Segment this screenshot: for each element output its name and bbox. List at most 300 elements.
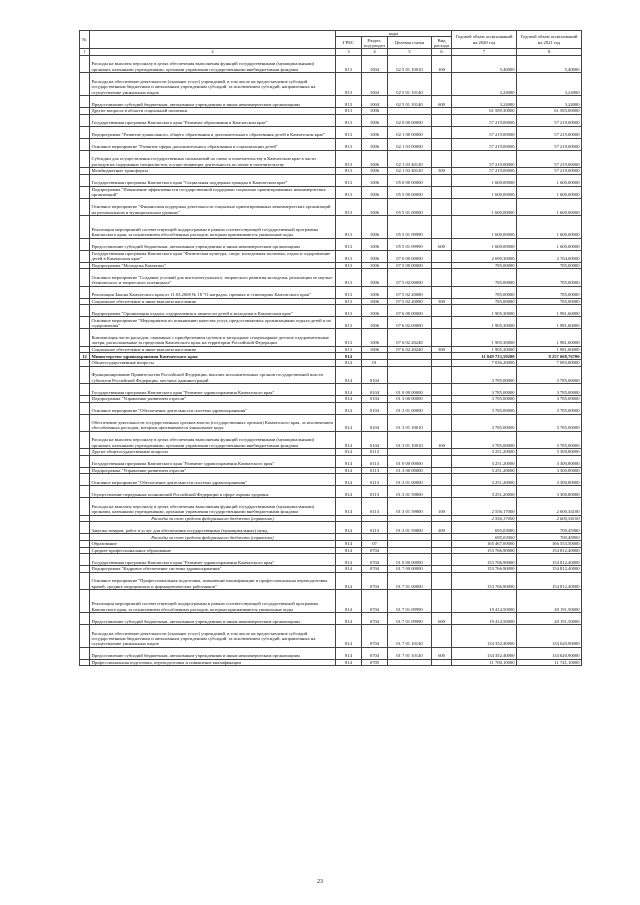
razdel-cell: 1006 (362, 238, 388, 250)
razdel-cell: 0104 (362, 366, 388, 383)
grbs-cell: 813 (336, 305, 362, 317)
row-number-cell (80, 317, 90, 329)
razdel-cell (362, 353, 388, 360)
amount-2021-cell: 3,24000 (517, 73, 582, 96)
razdel-cell: 1006 (362, 198, 388, 215)
razdel-cell: 1006 (362, 186, 388, 198)
razdel-cell: 1004 (362, 73, 388, 96)
row-number-cell (80, 414, 90, 431)
row-name-cell: Расходы за счет средств федерального бюджета (справочно) (90, 534, 336, 541)
amount-2020-cell: 153 766,90000 (452, 547, 517, 554)
row-number-cell (80, 126, 90, 138)
target-article-cell (388, 541, 432, 548)
row-number-cell (80, 449, 90, 456)
amount-2020-cell: 153 766,90000 (452, 554, 517, 566)
target-article-cell: 02 0 00 00000 (388, 114, 432, 126)
expense-type-cell (432, 198, 452, 215)
amount-2020-cell: 1 905,30000 (452, 329, 517, 346)
target-article-cell: 01 3 01 10010 (388, 414, 432, 431)
expense-type-cell: 300 (432, 298, 452, 305)
amount-2020-cell: 785,00000 (452, 262, 517, 269)
expense-type-cell (432, 186, 452, 198)
expense-type-cell (432, 269, 452, 286)
amount-2020-cell: 1 600,00000 (452, 215, 517, 238)
grbs-cell: 813 (336, 96, 362, 108)
amount-2020-cell: 61 589,30000 (452, 108, 517, 115)
amount-2020-cell: 11 700,10000 (452, 659, 517, 666)
amount-2021-cell: 3 785,00000 (517, 414, 582, 431)
expense-type-cell (432, 554, 452, 566)
row-number-cell (80, 269, 90, 286)
row-number-cell (80, 96, 90, 108)
amount-2020-cell: 3 251,20000 (452, 474, 517, 486)
target-article-cell: 07 6 02 20240 (388, 329, 432, 346)
grbs-cell: 813 (336, 286, 362, 298)
target-article-cell: 05 5 00 00000 (388, 186, 432, 198)
row-number-cell (80, 498, 90, 515)
row-number-cell (80, 108, 90, 115)
col-razdel-header: Раздел, под-раздел (362, 37, 388, 49)
grbs-cell: 814 (336, 625, 362, 648)
amount-2021-cell: 3 300,80000 (517, 455, 582, 467)
amount-2020-cell: 57 219,00000 (452, 150, 517, 167)
amount-2021-cell: 154 812,40000 (517, 566, 582, 573)
table-body (80, 55, 582, 666)
target-article-cell: 01 7 01 09990 (388, 590, 432, 613)
amount-2021-cell: 57 219,00000 (517, 126, 582, 138)
table-row (80, 541, 582, 548)
row-name-cell: Подпрограмма "Организация отдыха, оздоровления и занятости детей и молодежи в Камчатском крае" (90, 305, 336, 317)
row-number-cell (80, 366, 90, 383)
row-number-cell (80, 73, 90, 96)
grbs-cell: 813 (336, 215, 362, 238)
budget-table (79, 30, 582, 666)
row-number-cell (80, 566, 90, 573)
row-number-cell (80, 305, 90, 317)
target-article-cell: 07 5 02 20080 (388, 298, 432, 305)
amount-2020-cell: 134 352,40000 (452, 647, 517, 659)
row-number-cell (80, 431, 90, 448)
target-article-cell: 01 7 01 09990 (388, 613, 432, 625)
amount-2021-cell: 785,00000 (517, 269, 582, 286)
table-row (80, 467, 582, 474)
table-row (80, 73, 582, 96)
row-number-cell (80, 541, 90, 548)
grbs-cell: 814 (336, 474, 362, 486)
target-article-cell: 07 5 02 00000 (388, 269, 432, 286)
row-name-cell: Межбюджетные трансферты (90, 167, 336, 174)
row-number-cell (80, 572, 90, 589)
amount-2021-cell: 57 219,00000 (517, 167, 582, 174)
table-row (80, 269, 582, 286)
col-no-header: № (80, 31, 90, 49)
expense-type-cell (432, 174, 452, 186)
table-row (80, 534, 582, 541)
amount-2021-cell: 3 300,80000 (517, 486, 582, 498)
razdel-cell: 1006 (362, 114, 388, 126)
grbs-cell (336, 515, 362, 522)
target-article-cell: 02 1 03 40120 (388, 150, 432, 167)
target-article-cell (388, 547, 432, 554)
grbs-cell: 814 (336, 353, 362, 360)
expense-type-cell: 100 (432, 431, 452, 448)
row-name-cell: Расходы на обеспечение деятельности (оказание услуг) учреждений, в том числе на предоставление субсидий государственным бюджетным и автономным учреждениям субсидий, за исключением субсидий, направленных на осуществление уникальных видов (90, 73, 336, 96)
amount-2021-cell: 2 600,34100 (517, 498, 582, 515)
table-row (80, 395, 582, 402)
amount-2021-cell: 3 300,80000 (517, 474, 582, 486)
table-row (80, 108, 582, 115)
row-number-cell (80, 486, 90, 498)
razdel-cell: 0113 (362, 467, 388, 474)
row-name-cell: Основное мероприятие "Профессиональная подготовка, повышение квалификации и профессиональная переподготовка врачей, средних медицинских и фармацевтических работников" (90, 572, 336, 589)
row-name-cell: Функционирование Правительства Российской Федерации, высших исполнительных органов государственной власти субъектов Российской Федерации, местных администраций (90, 366, 336, 383)
table-row (80, 114, 582, 126)
table-row (80, 414, 582, 431)
row-name-cell: Социальное обеспечение и иные выплаты населению (90, 346, 336, 353)
razdel-cell: 1006 (362, 286, 388, 298)
table-row (80, 286, 582, 298)
table-row (80, 138, 582, 150)
row-number-cell (80, 647, 90, 659)
expense-type-cell (432, 534, 452, 541)
row-name-cell: Подпрограмма "Управление развитием отрасли" (90, 467, 336, 474)
row-name-cell: Основное мероприятие "Финансовая поддержка деятельности социально ориентированных некоммерческих организаций на региональном и муниципальном уровнях" (90, 198, 336, 215)
expense-type-cell: 100 (432, 55, 452, 72)
amount-2021-cell: 700,45900 (517, 522, 582, 534)
row-name-cell: Государственная программа Камчатского края "Развитие здравоохранения Камчатского края" (90, 383, 336, 395)
row-number-cell (80, 167, 90, 174)
grbs-cell: 813 (336, 73, 362, 96)
row-number-cell (80, 138, 90, 150)
row-number-cell (80, 383, 90, 395)
amount-2020-cell: 785,00000 (452, 286, 517, 298)
razdel-cell: 01 (362, 359, 388, 366)
table-row (80, 515, 582, 522)
expense-type-cell (432, 262, 452, 269)
row-number-cell (80, 238, 90, 250)
row-number-cell (80, 359, 90, 366)
row-number-cell (80, 534, 90, 541)
row-name-cell: Компенсация части расходов, связанных с приобретением путевок в загородные стационарные детские оздоровительные лагеря, расположенные за пределами Камчатского края, на территории Российской Федерации (90, 329, 336, 346)
amount-2021-cell: 785,00000 (517, 262, 582, 269)
razdel-cell: 0704 (362, 625, 388, 648)
amount-2020-cell: 1 600,00000 (452, 174, 517, 186)
col-num: 2 (90, 49, 336, 55)
expense-type-cell (432, 250, 452, 262)
expense-type-cell: 200 (432, 522, 452, 534)
amount-2020-cell: 3 785,00000 (452, 414, 517, 431)
expense-type-cell (432, 73, 452, 96)
row-name-cell: Основное мероприятие "Обеспечение деятельности системы здравоохранения" (90, 474, 336, 486)
table-row (80, 150, 582, 167)
expense-type-cell: 300 (432, 346, 452, 353)
row-number-cell (80, 215, 90, 238)
razdel-cell: 0705 (362, 659, 388, 666)
col-vr-header: Вид расхода (432, 37, 452, 49)
row-name-cell: Закупка товаров, работ и услуг для обеспечения государственных (муниципальных) нужд (90, 522, 336, 534)
row-number-cell (80, 474, 90, 486)
target-article-cell: 01 3 00 00000 (388, 395, 432, 402)
target-article-cell (388, 108, 432, 115)
expense-type-cell (432, 317, 452, 329)
amount-2021-cell: 134 620,90000 (517, 647, 582, 659)
amount-2020-cell: 1 600,00000 (452, 198, 517, 215)
table-row (80, 250, 582, 262)
razdel-cell: 0104 (362, 402, 388, 414)
amount-2020-cell: 1 905,30000 (452, 305, 517, 317)
razdel-cell: 0704 (362, 613, 388, 625)
grbs-cell (336, 534, 362, 541)
table-row (80, 359, 582, 366)
amount-2020-cell: 1 600,00000 (452, 238, 517, 250)
expense-type-cell (432, 108, 452, 115)
table-row (80, 298, 582, 305)
expense-type-cell (432, 572, 452, 589)
table-row (80, 174, 582, 186)
amount-2020-cell: 1 905,30000 (452, 317, 517, 329)
row-number-cell (80, 467, 90, 474)
grbs-cell: 814 (336, 467, 362, 474)
amount-2020-cell: 165 467,00000 (452, 541, 517, 548)
grbs-cell: 814 (336, 359, 362, 366)
row-name-cell: Расходы на выплаты персоналу в целях обеспечения выполнения функций государственными (муниципальными) органами, казенными учреждениями, органами управления государственными внебюджетными фондами (90, 498, 336, 515)
table-row (80, 431, 582, 448)
amount-2020-cell: 3 785,00000 (452, 395, 517, 402)
target-article-cell: 07 6 00 00000 (388, 305, 432, 317)
amount-2020-cell: 7 036,20000 (452, 359, 517, 366)
page-number: 23 (317, 879, 323, 885)
amount-2020-cell: 57 219,00000 (452, 167, 517, 174)
amount-2021-cell: 1 600,00000 (517, 198, 582, 215)
col-num: 7 (452, 49, 517, 55)
expense-type-cell (432, 286, 452, 298)
col-num: 3 (336, 49, 362, 55)
target-article-cell (388, 359, 432, 366)
amount-2020-cell: 57 219,00000 (452, 114, 517, 126)
row-name-cell: Предоставление субсидий бюджетным, автономным учреждениям и иным некоммерческим организациям (90, 96, 336, 108)
amount-2020-cell: 19 414,50000 (452, 590, 517, 613)
amount-2021-cell: 1 981,60000 (517, 329, 582, 346)
row-number-cell (80, 262, 90, 269)
grbs-cell: 814 (336, 402, 362, 414)
grbs-cell: 814 (336, 383, 362, 395)
expense-type-cell (432, 402, 452, 414)
amount-2021-cell: 154 812,40000 (517, 554, 582, 566)
amount-2021-cell: 5,40000 (517, 55, 582, 72)
row-number-cell (80, 346, 90, 353)
amount-2021-cell: 1 600,00000 (517, 215, 582, 238)
amount-2021-cell: 1 600,00000 (517, 174, 582, 186)
razdel-cell: 0704 (362, 566, 388, 573)
amount-2021-cell: 57 219,00000 (517, 114, 582, 126)
row-name-cell: Основное мероприятие "Мероприятия по повышению качества услуг, предоставляемых организациями отдыха детей и их оздоровления" (90, 317, 336, 329)
row-name-cell: Общегосударственные вопросы (90, 359, 336, 366)
expense-type-cell (432, 467, 452, 474)
target-article-cell: 01 7 01 10140 (388, 647, 432, 659)
razdel-cell: 0113 (362, 486, 388, 498)
amount-2020-cell: 3 251,20000 (452, 455, 517, 467)
razdel-cell: 1006 (362, 150, 388, 167)
razdel-cell: 1006 (362, 317, 388, 329)
target-article-cell: 01 3 01 59800 (388, 486, 432, 498)
table-row (80, 262, 582, 269)
amount-2020-cell: 11 049 733,59200 (452, 353, 517, 360)
table-row (80, 659, 582, 666)
amount-2021-cell: 8 257 668,76700 (517, 353, 582, 360)
amount-2020-cell: 5,40000 (452, 55, 517, 72)
amount-2020-cell: 1 600,00000 (452, 186, 517, 198)
target-article-cell (388, 534, 432, 541)
table-row (80, 305, 582, 317)
row-name-cell: Среднее профессиональное образование (90, 547, 336, 554)
budget-table-container (79, 30, 581, 666)
razdel-cell: 0104 (362, 431, 388, 448)
grbs-cell: 813 (336, 269, 362, 286)
target-article-cell: 02 5 01 10010 (388, 55, 432, 72)
razdel-cell: 1006 (362, 250, 388, 262)
razdel-cell: 1006 (362, 138, 388, 150)
grbs-cell: 813 (336, 262, 362, 269)
amount-2020-cell: 57 219,00000 (452, 126, 517, 138)
table-row (80, 317, 582, 329)
amount-2020-cell: 2 690,30000 (452, 250, 517, 262)
row-name-cell: Подпрограмма "Молодежь Камчатки" (90, 262, 336, 269)
row-number-cell (80, 150, 90, 167)
razdel-cell: 0113 (362, 449, 388, 456)
table-row (80, 126, 582, 138)
amount-2021-cell: 3 300,80000 (517, 449, 582, 456)
expense-type-cell (432, 395, 452, 402)
expense-type-cell: 600 (432, 238, 452, 250)
expense-type-cell: 100 (432, 498, 452, 515)
amount-2020-cell: 3 785,00000 (452, 383, 517, 395)
grbs-cell: 813 (336, 346, 362, 353)
expense-type-cell (432, 541, 452, 548)
amount-2021-cell: 57 219,00000 (517, 150, 582, 167)
grbs-cell: 814 (336, 590, 362, 613)
table-row (80, 474, 582, 486)
grbs-cell: 813 (336, 126, 362, 138)
amount-2020-cell: 3 785,00000 (452, 402, 517, 414)
target-article-cell: 02 5 01 10140 (388, 73, 432, 96)
row-number-cell (80, 298, 90, 305)
row-name-cell: Государственная программа Камчатского края "Развитие образования в Камчатском крае" (90, 114, 336, 126)
target-article-cell: 05 5 01 00000 (388, 198, 432, 215)
col-grbs-header: ГРБС (336, 37, 362, 49)
target-article-cell (388, 449, 432, 456)
col-cs-header: Целевая статья (388, 37, 432, 49)
amount-2020-cell: 134 352,40000 (452, 625, 517, 648)
col-codes-header: коды (336, 31, 452, 37)
target-article-cell: 01 7 01 10140 (388, 625, 432, 648)
table-row (80, 572, 582, 589)
amount-2021-cell: 785,00000 (517, 298, 582, 305)
target-article-cell: 01 7 00 00000 (388, 566, 432, 573)
expense-type-cell (432, 414, 452, 431)
grbs-cell: 814 (336, 659, 362, 666)
row-name-cell: Государственная программа Камчатского края "Развитие здравоохранения Камчатского края" (90, 554, 336, 566)
row-name-cell: Предоставление субсидий бюджетным, автономным учреждениям и иным некоммерческим организациям (90, 238, 336, 250)
razdel-cell: 1006 (362, 329, 388, 346)
row-name-cell: Другие вопросы в области социальной политики (90, 108, 336, 115)
amount-2020-cell: 695,03000 (452, 522, 517, 534)
grbs-cell: 814 (336, 486, 362, 498)
table-row (80, 590, 582, 613)
target-article-cell: 07 6 02 00000 (388, 317, 432, 329)
amount-2021-cell: 3 300,80000 (517, 467, 582, 474)
amount-2021-cell: 154 812,40000 (517, 547, 582, 554)
target-article-cell: 02 1 03 00000 (388, 138, 432, 150)
razdel-cell: 1006 (362, 167, 388, 174)
expense-type-cell (432, 353, 452, 360)
row-name-cell: Министерство здравоохранения Камчатского края (90, 353, 336, 360)
expense-type-cell (432, 515, 452, 522)
table-row (80, 486, 582, 498)
grbs-cell: 814 (336, 613, 362, 625)
row-number-cell (80, 613, 90, 625)
amount-2021-cell: 3 785,00000 (517, 395, 582, 402)
amount-2020-cell: 785,00000 (452, 269, 517, 286)
row-name-cell: Обеспечение деятельности государственных органов власти (государственных органов) Камчатского края, за исключением обособленных расходов, которым присваиваются уникальные коды (90, 414, 336, 431)
grbs-cell: 813 (336, 138, 362, 150)
row-name-cell: Расходы на выплаты персоналу в целях обеспечения выполнения функций государственными (муниципальными) органами, казенными учреждениями, органами управления государственными внебюджетными фондами (90, 55, 336, 72)
grbs-cell: 814 (336, 498, 362, 515)
row-name-cell: Основное мероприятие "Обеспечение деятельности системы здравоохранения" (90, 402, 336, 414)
amount-2020-cell: 3 785,00000 (452, 366, 517, 383)
row-name-cell: Осуществление переданных полномочий Российской Федерации в сфере охраны здоровья (90, 486, 336, 498)
amount-2021-cell: 3 785,00000 (517, 383, 582, 395)
grbs-cell: 814 (336, 395, 362, 402)
amount-2021-cell: 61 583,00000 (517, 108, 582, 115)
amount-2020-cell: 2 556,17000 (452, 498, 517, 515)
target-article-cell (388, 515, 432, 522)
row-name-cell: Подпрограмма "Повышение эффективности государственной поддержки социально ориентированных некоммерческих организаций" (90, 186, 336, 198)
grbs-cell: 813 (336, 186, 362, 198)
expense-type-cell (432, 566, 452, 573)
expense-type-cell (432, 449, 452, 456)
target-article-cell: 05 5 01 09990 (388, 215, 432, 238)
row-name-cell: Государственная программа Камчатского края "Социальная поддержка граждан в Камчатском крае" (90, 174, 336, 186)
table-row (80, 566, 582, 573)
amount-2021-cell: 154 812,40000 (517, 572, 582, 589)
row-name-cell: Социальное обеспечение и иные выплаты населению (90, 298, 336, 305)
grbs-cell: 813 (336, 167, 362, 174)
amount-2020-cell: 153 766,90000 (452, 566, 517, 573)
table-row (80, 449, 582, 456)
target-article-cell: 07 5 00 00000 (388, 262, 432, 269)
target-article-cell: 02 5 01 10140 (388, 96, 432, 108)
grbs-cell: 814 (336, 647, 362, 659)
grbs-cell: 814 (336, 414, 362, 431)
amount-2021-cell: 7 085,80000 (517, 359, 582, 366)
target-article-cell: 01 0 00 00000 (388, 455, 432, 467)
table-row (80, 346, 582, 353)
expense-type-cell (432, 126, 452, 138)
grbs-cell: 813 (336, 114, 362, 126)
row-name-cell: Другие общегосударственные вопросы (90, 449, 336, 456)
grbs-cell: 813 (336, 108, 362, 115)
expense-type-cell (432, 547, 452, 554)
row-name-cell: Государственная программа Камчатского края "Физическая культура, спорт, молодежная политика, отдых и оздоровление детей в Камчатском крае" (90, 250, 336, 262)
expense-type-cell (432, 455, 452, 467)
table-row (80, 522, 582, 534)
amount-2020-cell: 153 766,90000 (452, 572, 517, 589)
expense-type-cell (432, 138, 452, 150)
razdel-cell: 0104 (362, 414, 388, 431)
amount-2021-cell: 1 981,60000 (517, 305, 582, 317)
row-name-cell: Подпрограмма "Развитие дошкольного, общего образования и дополнительного образования детей в Камчатском крае" (90, 126, 336, 138)
table-row (80, 186, 582, 198)
